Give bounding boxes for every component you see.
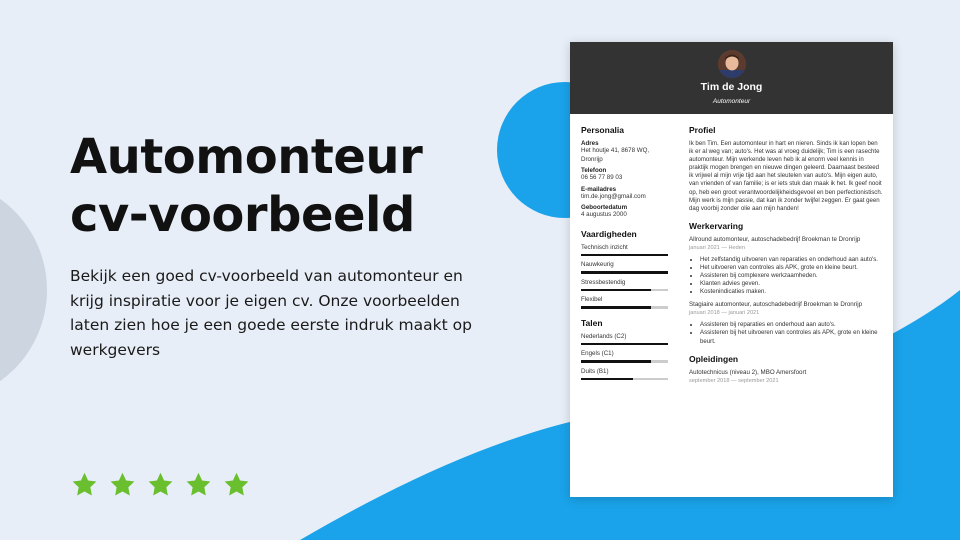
skill-name: Technisch inzicht bbox=[581, 243, 628, 251]
skill-name: Nauwkeurig bbox=[581, 261, 614, 268]
job-bullets bbox=[689, 256, 883, 296]
language-bar-fill bbox=[581, 378, 633, 381]
email-value: tim.de.jong@gmail.com bbox=[581, 192, 646, 200]
star-icon bbox=[184, 471, 213, 499]
job-date: januari 2018 — januari 2021 bbox=[689, 310, 760, 317]
star-icon bbox=[146, 471, 175, 499]
language-name: Nederlands (C2) bbox=[581, 332, 627, 340]
skills-list bbox=[581, 244, 669, 309]
star-icon bbox=[70, 471, 99, 499]
phone-label: Telefoon bbox=[581, 167, 607, 174]
personalia-heading: Personalia bbox=[581, 125, 624, 135]
email-label: E-mailadres bbox=[581, 185, 617, 193]
languages-heading: Talen bbox=[581, 317, 603, 328]
language-item bbox=[581, 333, 669, 346]
job-bullets bbox=[689, 321, 883, 345]
language-name: Engels (C1) bbox=[581, 350, 614, 357]
job-date: januari 2021 — Heden bbox=[689, 244, 745, 251]
job-bullet: • Assisteren bij het uitvoeren van controles als APK, grote en kleine beurt. bbox=[700, 329, 883, 345]
education-heading: Opleidingen bbox=[689, 353, 739, 364]
skill-item bbox=[581, 296, 669, 309]
profile-heading: Profiel bbox=[689, 125, 716, 135]
skill-bar-fill bbox=[581, 254, 668, 257]
language-item bbox=[581, 350, 669, 363]
skill-bar-fill bbox=[581, 306, 651, 309]
job-title: Allround automonteur, autoschadebedrijf Broekman te Dronrijp bbox=[689, 235, 861, 243]
skill-bar bbox=[581, 306, 668, 309]
cv-document[interactable] bbox=[570, 42, 893, 497]
address-line2: Dronrijp bbox=[581, 155, 603, 163]
education-date: september 2018 — september 2021 bbox=[689, 377, 779, 384]
education-item bbox=[689, 369, 883, 384]
page-description: Bekijk een goed cv-voorbeeld van automonteur en krijg inspiratie voor je eigen cv. Onze voorbeelden laten zien hoe je een goede eerste indruk maakt op werkgevers bbox=[70, 267, 472, 359]
language-bar-fill bbox=[581, 343, 668, 346]
cv-header bbox=[570, 42, 893, 114]
left-gray-circle bbox=[0, 178, 47, 402]
avatar bbox=[718, 50, 746, 78]
job-title: Stagiaire automonteur, autoschadebedrijf Broekman te Dronrijp bbox=[689, 301, 863, 309]
skill-bar-fill bbox=[581, 271, 668, 274]
phone-value: 06 56 77 89 03 bbox=[581, 174, 623, 181]
job-bullet: • Klanten advies geven. bbox=[700, 280, 883, 288]
language-bar-fill bbox=[581, 360, 651, 363]
cv-main bbox=[689, 125, 883, 384]
job-bullet: • Assisteren bij reparaties en onderhoud aan auto's. bbox=[700, 321, 883, 329]
language-bar bbox=[581, 343, 668, 346]
languages-list bbox=[581, 333, 669, 381]
skill-item bbox=[581, 244, 669, 257]
address-line1: Het houtje 41, 8678 WQ, bbox=[581, 147, 650, 154]
skill-bar bbox=[581, 289, 668, 292]
skill-item bbox=[581, 279, 669, 292]
page-title-line1: Automonteur bbox=[70, 129, 423, 185]
experience-heading: Werkervaring bbox=[689, 220, 744, 231]
job-bullet: • Het uitvoeren van controles als APK, grote en kleine beurt. bbox=[700, 264, 883, 272]
skill-bar-fill bbox=[581, 289, 651, 292]
skills-heading: Vaardigheden bbox=[581, 228, 637, 239]
birth-value: 4 augustus 2000 bbox=[581, 211, 627, 218]
star-rating bbox=[70, 471, 251, 499]
job-bullet: • Assisteren bij complexere werkzaamheden. bbox=[700, 272, 883, 280]
cv-name: Tim de Jong bbox=[700, 81, 763, 93]
profile-text: Ik ben Tim. Een automonteur in hart en nieren. Sinds ik kan lopen ben ik er al weg van; auto's. Het was al vroeg duidelijk; Tim is een rasechte automonteur. Mijn werkende leven heb ik al enorm veel kennis in praktijk mogen brengen en nieuwe dingen geleerd. Daarnaast besteed ik vrijwel al mijn vrije tijd aan het sleutelen van auto's. Mijn eigen auto, van vrienden of van familie; is er iets stuk dan maak ik het. Ik geef nooit op, heb een groot verantwoordelijkheidsgevoel en ben perfectionistisch. Mijn werk is mijn passie, dat kan ik zonder twijfel zeggen. Er gaat geen dag voorbij zonder olie aan mijn handen! bbox=[689, 140, 883, 212]
skill-name: Flexibel bbox=[581, 296, 603, 303]
job-item bbox=[689, 301, 883, 345]
education-title: Autotechnicus (niveau 2), MBO Amersfoort bbox=[689, 368, 807, 376]
job-bullet: • Kostenindicaties maken. bbox=[700, 288, 883, 296]
star-icon bbox=[108, 471, 137, 499]
page-title bbox=[70, 128, 422, 244]
language-item bbox=[581, 368, 669, 381]
language-bar bbox=[581, 360, 668, 363]
avatar-photo bbox=[718, 50, 746, 78]
language-name: Duits (B1) bbox=[581, 367, 609, 375]
skill-bar bbox=[581, 271, 668, 274]
skill-item bbox=[581, 261, 669, 274]
address-label: Adres bbox=[581, 140, 599, 147]
birth-label: Geboortedatum bbox=[581, 204, 628, 211]
page-title-line2: cv-voorbeeld bbox=[70, 187, 415, 243]
star-icon bbox=[222, 471, 251, 499]
language-bar bbox=[581, 378, 668, 381]
cv-role: Automonteur bbox=[712, 98, 751, 105]
cv-sidebar bbox=[581, 125, 669, 380]
skill-name: Stressbestendig bbox=[581, 278, 626, 286]
skill-bar bbox=[581, 254, 668, 257]
job-item bbox=[689, 236, 883, 296]
job-bullet: • Het zelfstandig uitvoeren van reparaties en onderhoud aan auto's. bbox=[700, 256, 883, 264]
